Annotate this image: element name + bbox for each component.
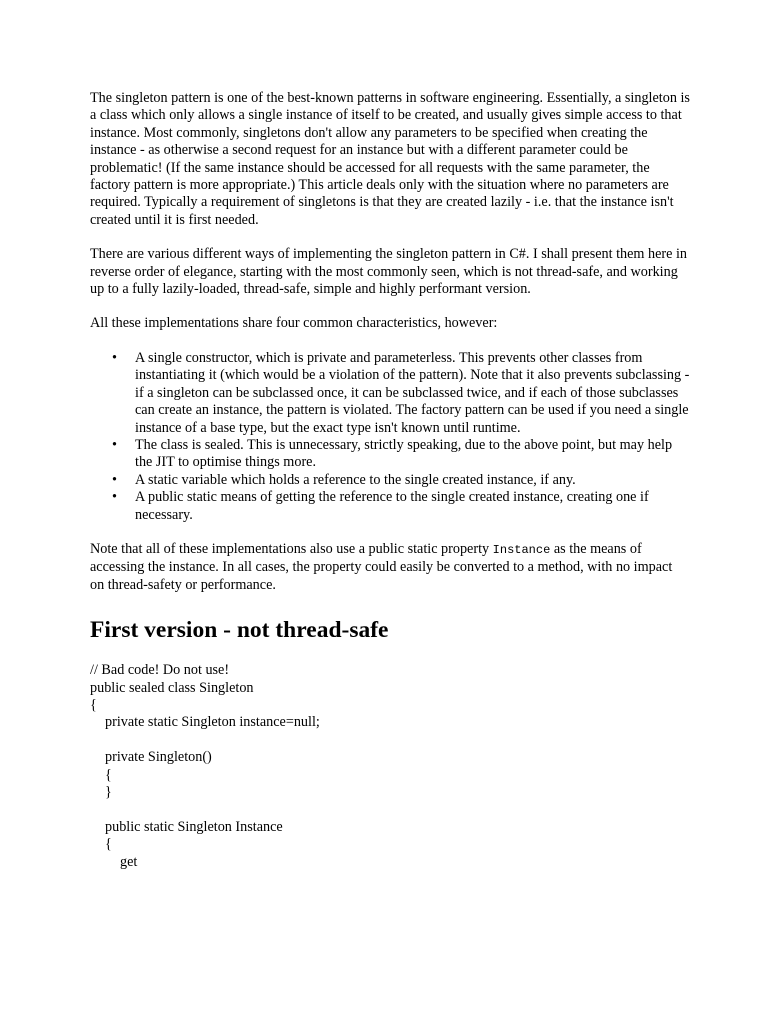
bullet-icon: • <box>112 489 117 506</box>
ways-paragraph: There are various different ways of implementing the singleton pattern in C#. I shall present them here in reverse order of elegance, starting with the most commonly seen, which is not thread-safe, and working up to a fully lazily-loaded, thread-safe, simple and highly performant version. <box>90 246 688 298</box>
code-line: private Singleton() <box>105 749 212 766</box>
code-line: private static Singleton instance=null; <box>105 714 320 731</box>
list-item <box>112 349 690 437</box>
list-item-text: A static variable which holds a reference to the single created instance, if any. <box>135 471 576 488</box>
characteristics-intro: All these implementations share four common characteristics, however: <box>90 315 498 332</box>
code-line <box>90 732 690 749</box>
list-item-text: A single constructor, which is private and parameterless. This prevents other classes from instantiating it (which would be a violation of the pattern). Note that it also prevents subclassing - if a singleton can be subclassed once, it can be subclassed twice, and if each of those subclasses can create an instance, the pattern is violated. The factory pattern can be used if you need a single instance of a base type, but the exact type isn't known until runtime. <box>135 349 690 436</box>
list-item <box>112 471 690 489</box>
code-line: public static Singleton Instance <box>105 818 283 835</box>
code-line: get <box>120 853 138 870</box>
bullet-icon: • <box>112 471 117 488</box>
bullet-icon: • <box>112 349 117 366</box>
list-item <box>112 436 690 472</box>
note-paragraph <box>90 541 690 594</box>
code-line: } <box>105 783 112 800</box>
characteristics-list <box>90 350 690 524</box>
list-item <box>112 489 690 524</box>
code-line: public sealed class Singleton <box>90 679 254 696</box>
inline-code-instance: Instance <box>492 542 551 557</box>
code-line <box>90 801 690 818</box>
code-line: { <box>105 836 112 853</box>
code-block <box>90 662 690 871</box>
bullet-icon: • <box>112 436 117 453</box>
intro-paragraph: The singleton pattern is one of the best-known patterns in software engineering. Essentially, a singleton is a class which only allows a single instance of itself to be created, and usually gives simple access to that instance. Most commonly, singletons don't allow any parameters to be specified when creating the instance - as otherwise a second request for an instance but with a different parameter could be problematic! (If the same instance should be accessed for all requests with the same parameter, the factory pattern is more appropriate.) This article deals only with the situation where no parameters are required. Typically a requirement of singletons is that they are created lazily - i.e. that the instance isn't created until it is first needed. <box>90 90 690 228</box>
list-item-text: A public static means of getting the reference to the single created instance, creating one if necessary. <box>135 489 649 523</box>
note-text-before: Note that all of these implementations also use a public static property <box>90 540 493 557</box>
note-text-after: as the means of accessing the instance. In all cases, the property could easily be converted to a method, with no impact on thread-safety or performance. <box>90 540 673 593</box>
article-body <box>90 90 690 871</box>
section-heading: First version - not thread-safe <box>90 617 389 644</box>
code-line: { <box>90 696 97 713</box>
code-line: { <box>105 766 112 783</box>
code-line: // Bad code! Do not use! <box>90 662 230 679</box>
list-item-text: The class is sealed. This is unnecessary, strictly speaking, due to the above point, but may help the JIT to optimise things more. <box>135 436 673 471</box>
